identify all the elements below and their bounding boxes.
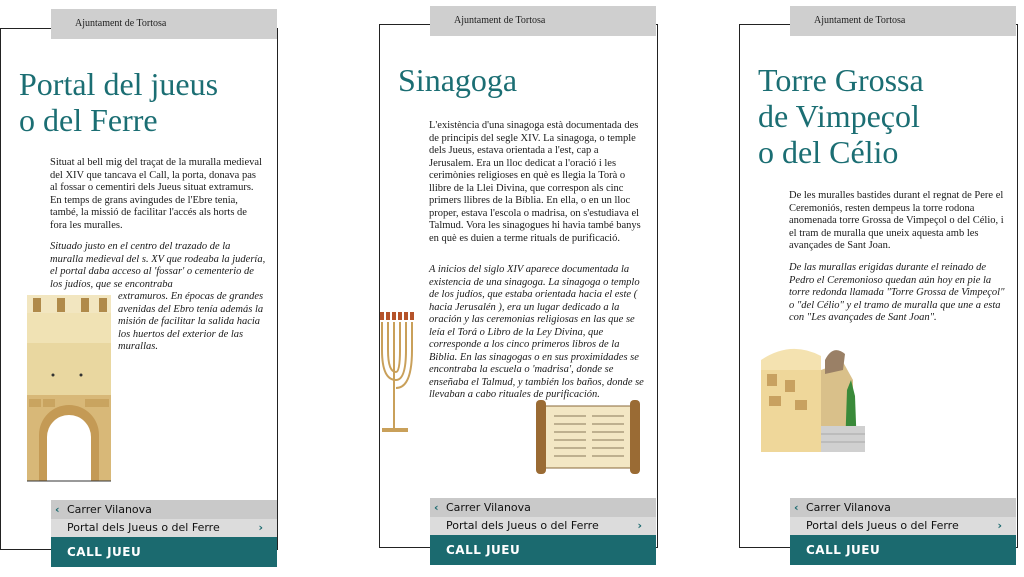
title-line: o del Célio [758,134,899,170]
title-line: Torre Grossa [758,62,924,98]
tower-illustration [761,340,865,452]
panel-portal-jueus [0,0,300,577]
stone-gate-illustration [27,295,111,485]
title-line: de Vimpeçol [758,98,920,134]
header-label: Ajuntament de Tortosa [75,18,167,29]
section-label: CALL JUEU [806,543,881,557]
header-label: Ajuntament de Tortosa [454,15,546,26]
page-title [398,62,648,98]
text-catalan: Situat al bell mig del traçat de la muralla medieval del XIV que tancava el Call, la porta, donava pas al fossar o cementiri dels Jueus situat extramurs. En temps de grans avingudes de l'Ebre tenia, també, la missió de facilitar l'accés als horts de fora les muralles. [50,157,262,231]
header-label: Ajuntament de Tortosa [814,15,906,26]
nav-prev-label: Carrer Vilanova [806,501,891,514]
text-spanish: Situado justo en el centro del trazado de la muralla medieval del s. XV que rodeaba la judería, el portal daba acceso al 'fossar' o cementerio de los judíos, que se encontraba [50,241,266,290]
nav-section-call-jueu[interactable] [430,535,656,565]
section-label: CALL JUEU [67,545,142,559]
nav-prev-label: Carrer Vilanova [67,503,152,516]
title-line: o del Ferre [19,102,158,138]
header-bar [790,6,1016,36]
chevron-right-icon: › [997,519,1002,532]
nav-next-location[interactable] [790,517,1016,535]
chevron-left-icon: ‹ [55,503,60,516]
nav-next-location[interactable] [430,517,656,535]
nav-section-call-jueu[interactable] [51,537,277,567]
text-spanish: De las murallas erigidas durante el reinado de Pedro el Ceremonioso quedan aún hoy en pie la torre redonda llamada "Torre Grossa de Vimpeçol" o "del Célio" y el tramo de muralla que une a esta con "Les avançades de Sant Joan". [789,262,1005,323]
header-bar [51,9,277,39]
chevron-right-icon: › [637,519,642,532]
text-spanish-continued: extramuros. En épocas de grandes avenidas del Ebro tenía además la misión de facilitar la salida hacia los huertos del exterior de las murallas. [118,291,264,352]
header-bar [430,6,656,36]
torah-scroll-illustration [536,400,640,476]
menorah-illustration [378,310,414,450]
title-line: Portal del jueus [19,66,219,102]
nav-prev-street[interactable] [430,498,656,517]
section-label: CALL JUEU [446,543,521,557]
bottom-navigation [790,498,1016,556]
text-catalan: De les muralles bastides durant el regnat de Pere el Ceremoniós, resten dempeus la torre rodona anomenada torre Grossa de Vimpeçol o del Célio, i el tram de muralla que uneix aquesta amb les avançades de Sant Joan. [789,190,1004,251]
nav-next-location[interactable] [51,519,277,537]
chevron-left-icon: ‹ [434,501,439,514]
nav-prev-label: Carrer Vilanova [446,501,531,514]
panel-sinagoga [370,0,670,577]
panel-torre-grossa [730,0,1024,577]
title-line: Sinagoga [398,62,518,98]
chevron-right-icon: › [258,521,263,534]
nav-next-label: Portal dels Jueus o del Ferre [806,519,959,532]
chevron-left-icon: ‹ [794,501,799,514]
page-title [758,62,1018,170]
text-spanish: A inicios del siglo XIV aparece documentada la existencia de una sinagoga. La sinagoga o templo de los judíos, que estaba orientada hacia el este ( hacia Jerusalén ), era un lugar dedicado a la oración y las ceremonias religiosas en las que se leía el Torá o Libro de la Ley Divina, que corresponde a los cinco primeros libros de la Biblia. En las sinagogas o en sus proximidades se encontraba la escuela o 'madrisa', donde se enseñaba el Talmud, y también los baños, donde se llevaban a cabo rituales de purificación. [429,264,644,400]
text-catalan: L'existència d'una sinagoga està documentada des de principis del segle XIV. La sinagoga, o temple dels Jueus, estava orientada a l'est, cap a Jerusalem. Era un lloc dedicat a l'oració i les cerimònies religioses en què es llegia la Torà o llibre de la Llei Divina, que correspon als cinc primers llibres de la Bíblia. En ella, o en un lloc proper, estava l'escola o madrisa, on s'estudiava el Talmud. Vora les sinagogues hi havia també banys en què es duien a terme rituals de purificació. [429,120,641,244]
nav-prev-street[interactable] [790,498,1016,517]
nav-section-call-jueu[interactable] [790,535,1016,565]
nav-next-label: Portal dels Jueus o del Ferre [67,521,220,534]
bottom-navigation [51,500,277,558]
bottom-navigation [430,498,656,556]
nav-prev-street[interactable] [51,500,277,519]
nav-next-label: Portal dels Jueus o del Ferre [446,519,599,532]
page-title [19,66,279,138]
